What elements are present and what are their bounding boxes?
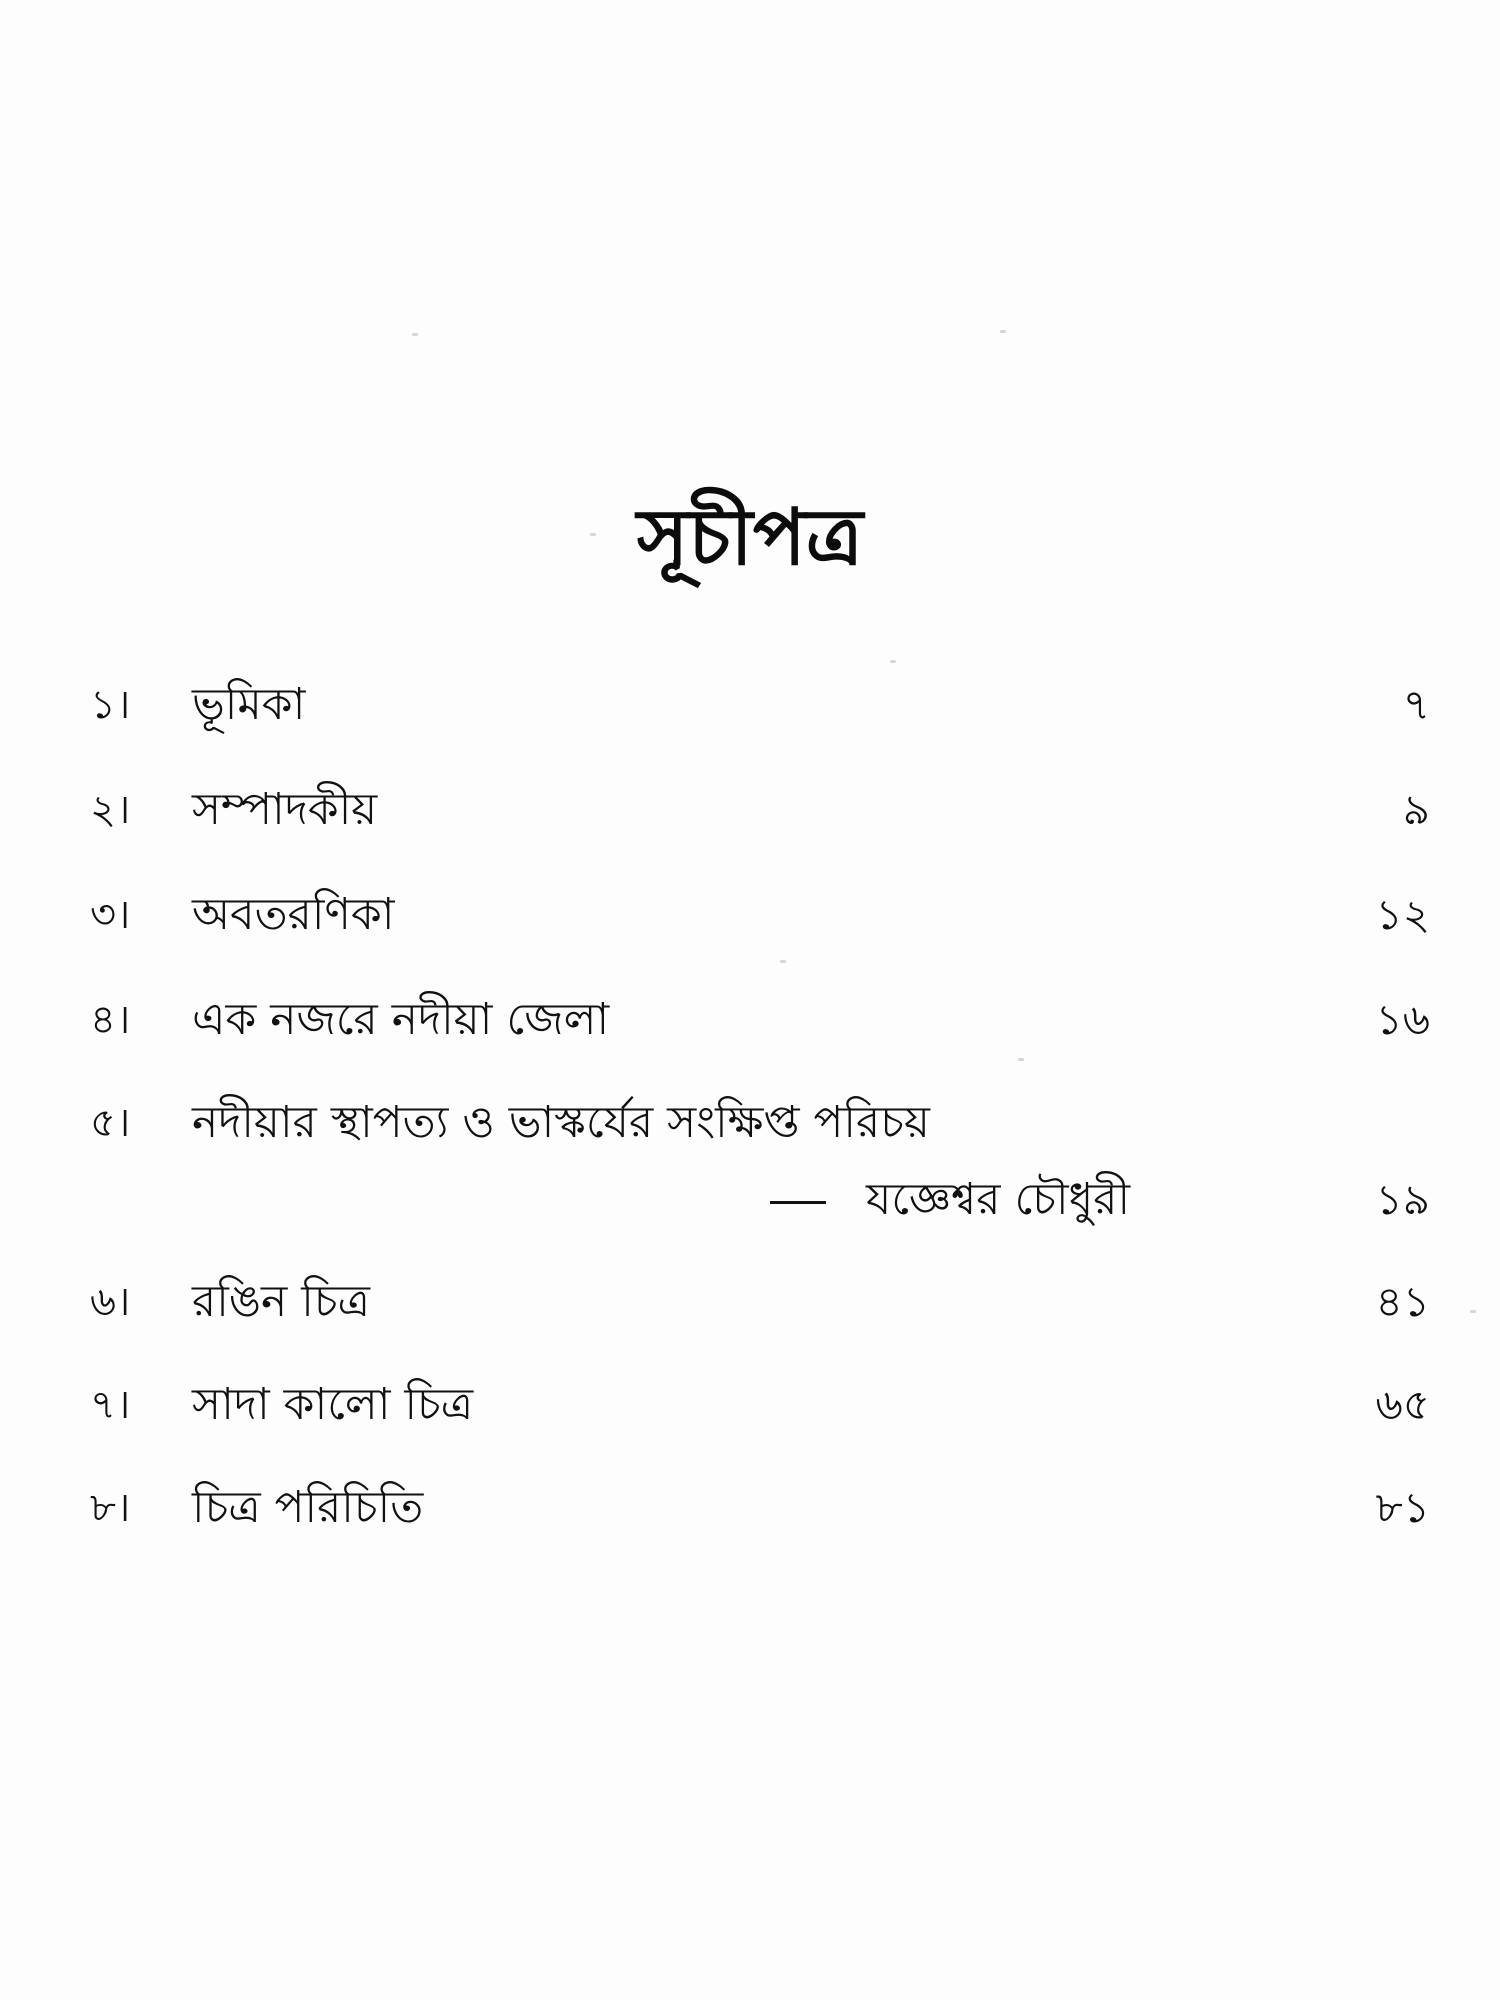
entry-title: নদীয়ার স্থাপত্য ও ভাস্কর্যের সংক্ষিপ্ত পরিচয়	[192, 1097, 930, 1148]
toc-entry-2	[80, 780, 1450, 840]
entry-number: ১।	[90, 682, 131, 728]
entry-page-number: ৭	[1402, 680, 1430, 729]
entry-page-number: ৪১	[1375, 1277, 1430, 1326]
entry-title: ভূমিকা	[192, 679, 306, 730]
entry-title: চিত্র পরিচিতি	[192, 1482, 424, 1533]
entry-number: ৩।	[90, 892, 131, 938]
entry-page-number: ৬৫	[1375, 1380, 1430, 1429]
paper-speck	[780, 960, 786, 963]
toc-entry-5	[80, 1093, 1450, 1153]
entry-author-wrap	[770, 1170, 1130, 1230]
toc-entry-7	[80, 1375, 1450, 1435]
paper-speck	[890, 660, 896, 663]
entry-page-number: ৮১	[1375, 1483, 1430, 1532]
entry-number: ৭।	[90, 1382, 131, 1428]
paper-speck	[1470, 1310, 1476, 1313]
paper-speck	[1018, 1058, 1024, 1061]
toc-entry-8	[80, 1478, 1450, 1538]
toc-entry-4	[80, 990, 1450, 1050]
entry-title: সম্পাদকীয়	[192, 784, 378, 835]
entry-title: রঙিন চিত্র	[192, 1276, 370, 1327]
entry-page-number: ১৯	[1375, 1175, 1430, 1224]
entry-page-number: ১৬	[1375, 995, 1430, 1044]
entry-title: সাদা কালো চিত্র	[192, 1379, 474, 1430]
entry-number: ৫।	[90, 1100, 131, 1146]
toc-entry-5-author-line	[80, 1170, 1450, 1230]
entry-author: যজ্ঞেশ্বর চৌধুরী	[866, 1174, 1131, 1225]
entry-number: ২।	[90, 787, 131, 833]
entry-number: ৬।	[90, 1279, 131, 1325]
entry-page-number: ১২	[1375, 890, 1430, 939]
toc-entry-6	[80, 1272, 1450, 1332]
paper-speck	[1000, 330, 1006, 333]
em-dash	[770, 1201, 826, 1204]
entry-number: ৮।	[90, 1485, 131, 1531]
entry-title: এক নজরে নদীয়া জেলা	[192, 994, 610, 1045]
entry-page-number: ৯	[1402, 785, 1430, 834]
entry-title: অবতরণিকা	[192, 889, 395, 940]
entry-number: ৪।	[90, 997, 131, 1043]
paper-speck	[412, 333, 418, 336]
toc-entry-1	[80, 675, 1450, 735]
page-title: সূচীপত্র	[636, 493, 864, 583]
toc-entry-3	[80, 885, 1450, 945]
